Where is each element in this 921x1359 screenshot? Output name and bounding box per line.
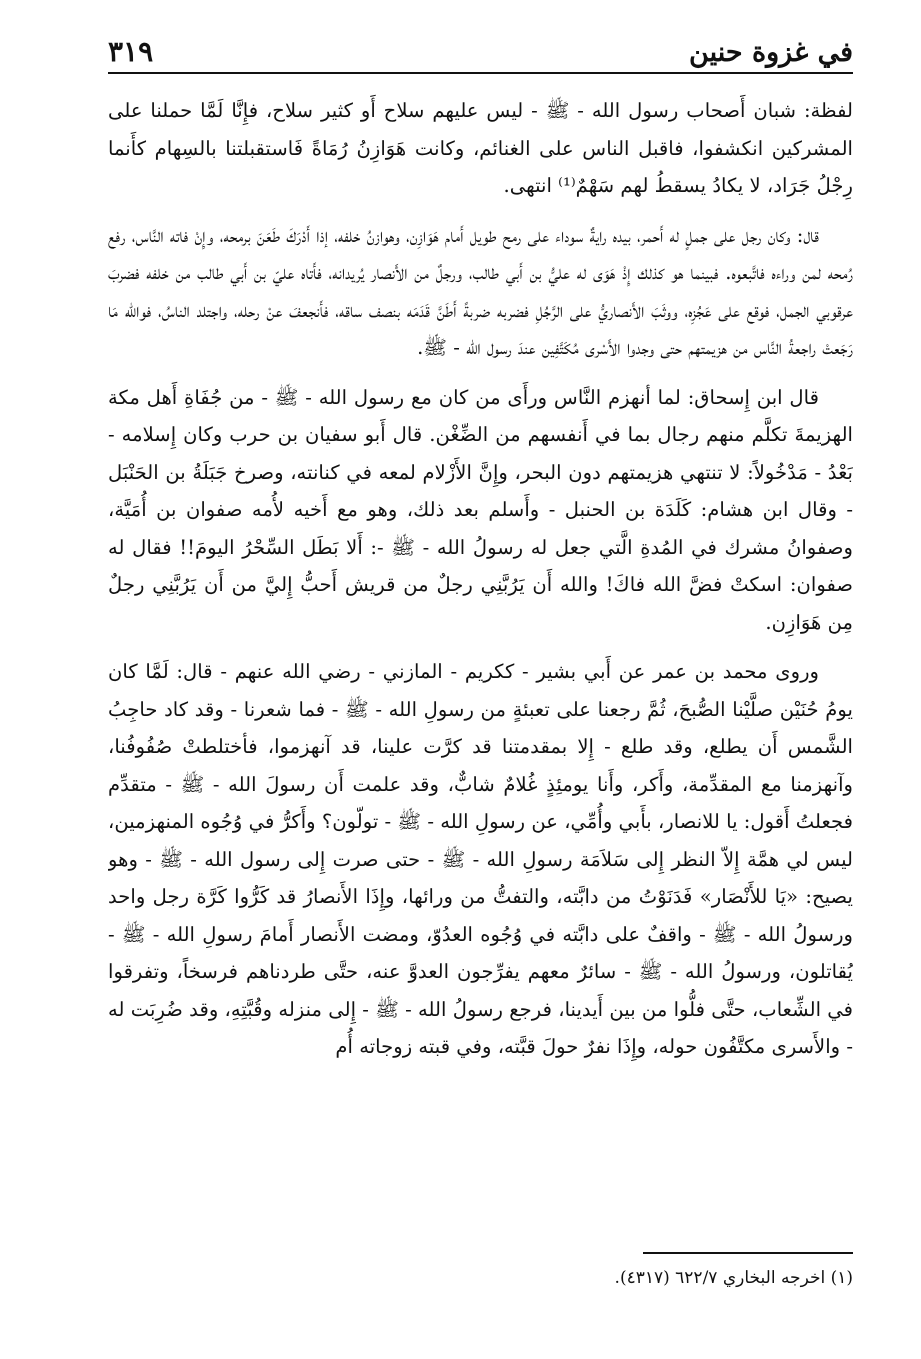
page-number: ٣١٩	[108, 35, 154, 68]
page-header	[108, 22, 853, 74]
paragraph-1: لفظة: شبان أَصحاب رسول الله - ﷺ - ليس عليهم سلاح أَو كثير سلاح، فإِنَّا لَمَّا حملنا على المشركين انكشفوا، فاقبل الناس على الغنائم، وكانت هَوَازِنُ رُمَاةً فَاستقبلتنا بالسِهام كأَنما رِجْلُ جَرَاد، لا يكادُ يسقطُ لهم سَهْمٌ⁽¹⁾ انتهى.	[108, 99, 853, 197]
footnote-1: (١) اخرجه البخاري ٦٢٢/٧ (٤٣١٧).	[614, 1268, 853, 1288]
paragraph-3: قال ابن إِسحاق: لما أنهزم النَّاس ورأَى من كان مع رسول الله - ﷺ - من جُفَاةِ أَهل مكة الهزيمةَ تكلَّم منهم رجال بما في أَنفسهم من الضِّغْن. قال أَبو سفيان بن حرب وكان إِسلامه - بَعْدُ - مَدْخُولاً: لا تنتهي هزيمتهم دون البحر، وإِنَّ الأَزْلام لمعه في كنانته، وصرخ جَبَلَةُ بن الحَنْبَل - وقال ابن هشام: كَلَدَة بن الحنبل - وأَسلم بعد ذلك، وهو مع أَخيه لأُمه صفوان بن أُمَيَّة، وصفوانُ مشرك في المُدةِ الَّتي جعل له رسولُ الله - ﷺ -: أَلا بَطَل السِّحْرُ اليومَ!! فقال له صفوان: اسكتْ فضَّ الله فاكَ! والله أَن يَرُبَّنِي رجلٌ من قريش أَحبُّ إِليَّ من أَن يَرُبَّنِي رجلٌ مِن هَوَازِن.	[108, 385, 853, 634]
paragraph-4: وروى محمد بن عمر عن أَبي بشير - ككريم - المازني - رضي الله عنهم - قال: لَمَّا كان يومُ حُنَيْن صلَّيْنا الصُّبحَ، ثُمَّ رجعنا على تعبئةٍ من رسولِ الله - ﷺ - فما شعرنا - وقد كاد حاجِبُ الشَّمس أَن يطلع، وقد طلع - إِلا بمقدمتنا قد كرَّت علينا، قد آنهزموا، فأختلطتْ صُفُوفُنا، وآنهزمنا مع المقدِّمة، وأَكر، وأَنا يومئِذٍ غُلامٌ شابٌّ، وقد علمت أَن رسولَ الله - ﷺ - متقدِّم فجعلتُ أَقول: يا للانصار، بأَبي وأُمِّي، عن رسولِ الله - ﷺ - تولّون؟ وأَكرُّ في وُجُوه المنهزمين، ليس لي همَّة إِلاّ النظر إِلى سَلاَمَة رسولِ الله - ﷺ - حتى صرت إِلى رسول الله - ﷺ - وهو يصيح: «يَا للأَنْصَار» فَدَنَوْتُ من دابَّته، والتفتُّ من ورائها، وإِذَا الأَنصارُ قد كَرُّوا كَرَّة رجل واحد ورسولُ الله - ﷺ - واقفٌ على دابَّته في وُجُوه العدُوّ، ومضت الأَنصار أَمامَ رسولِ الله - ﷺ - يُقاتلون، ورسولُ الله - ﷺ - سائرٌ معهم يفرِّجون العدوَّ عنه، حتَّى طردناهم فرسخاً، وتفرقوا في الشِّعاب، حتَّى فلُّوا من بين أَيدينا، فرجع رسولُ الله - ﷺ - إِلى منزله وقُبَّتِهِ، وقد ضُرِبَت له - والأَسرى مكتَّفُون حوله، وإِذَا نفرٌ حولَ قبَّته، وفي قبته زوجاته أُم	[108, 660, 853, 1058]
running-title: في غزوة حنين	[689, 37, 853, 68]
paragraph-2: قال: وكان رجل على جملٍ له أَحمر، بيده رايةٌ سوداء على رمح طويل أَمام هَوَازِن، وهوازنُ خلفه، إذا أَدْرَكَ طَعَنَ برمحه، وإِنْ فاته النَّاس، رفع رُمحه لمن وراءه فاتَّبعوه. فبينما هو كذلك إِذْ هَوَى له عليُّ بن أَبي طالب، ورجلٌ من الأَنصار يُريدانه، فأَتاه عليّ بن أَبي طالب من خلفه فضربَ عرقوبي الجمل، فوقع على عَجُزِه، ووثَبَ الأَنصاريُّ على الرَّجُلِ فضربه ضربةً أَطَنَّ قَدَمَه بنصف ساقه، فأَنجعفَ عنْ رحله، واجتلد الناسُ، فوالله مَا رَجَعتْ راجعةُ النَّاس من هزيمتهم حتى وجدوا الأَسْرى مُكَتَّفِين عندَ رسول الله - ﷺ.	[108, 223, 853, 359]
footnote-divider	[643, 1252, 853, 1254]
main-text	[108, 92, 853, 1232]
